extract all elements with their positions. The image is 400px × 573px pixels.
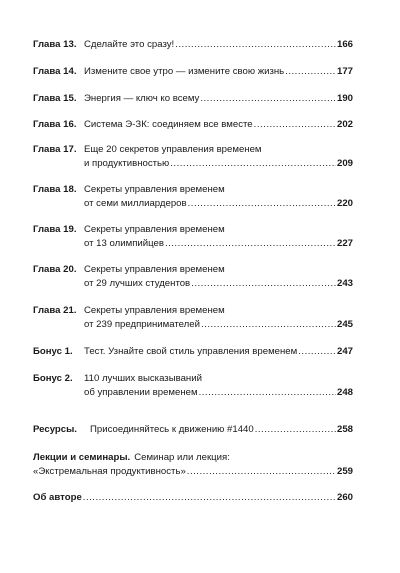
entry-title: Система Э-ЗК: соединяем все вместе (84, 119, 253, 130)
dot-leader (170, 157, 336, 171)
entry-title: Измените свое утро — измените свою жизнь (84, 66, 285, 77)
entry-title-cont: от 29 лучших студентов (84, 278, 191, 289)
page-number: 166 (336, 39, 353, 50)
dot-leader (201, 318, 336, 332)
page-number: 247 (336, 346, 353, 357)
dot-leader (199, 386, 336, 400)
toc-entry[interactable] (33, 38, 353, 52)
entry-title: Семинар или лекция: (134, 452, 230, 463)
entry-title: Сделайте это сразу! (84, 39, 175, 50)
dot-leader (285, 65, 336, 79)
dot-leader (255, 423, 336, 437)
dot-leader (187, 465, 336, 479)
entry-title: 110 лучших высказываний (84, 373, 202, 384)
toc-entry[interactable] (33, 65, 353, 79)
entry-title: Энергия — ключ ко всему (84, 93, 200, 104)
dot-leader (298, 345, 336, 359)
page-number: 190 (336, 93, 353, 104)
entry-title: Секреты управления временем (84, 305, 225, 316)
page-number: 258 (336, 424, 353, 435)
entry-title: Тест. Узнайте свой стиль управления временем (84, 346, 298, 357)
entry-label: Глава 13. (33, 39, 77, 50)
toc-entry[interactable] (33, 118, 353, 132)
page-number: 220 (336, 198, 353, 209)
dot-leader (175, 38, 336, 52)
dot-leader (188, 197, 336, 211)
entry-label: Об авторе (33, 492, 82, 503)
page-number: 202 (336, 119, 353, 130)
toc-entry[interactable] (33, 223, 353, 251)
entry-title-cont: «Экстремальная продуктивность» (33, 466, 186, 477)
toc-entry[interactable] (33, 304, 353, 332)
dot-leader (200, 92, 336, 106)
entry-title: Еще 20 секретов управления временем (84, 144, 262, 155)
dot-leader (254, 118, 336, 132)
entry-label: Глава 21. (33, 305, 77, 316)
toc-entry[interactable] (33, 345, 353, 359)
page-number: 177 (336, 66, 353, 77)
entry-label: Бонус 1. (33, 346, 73, 357)
toc-entry-about[interactable] (33, 491, 353, 505)
entry-label: Глава 17. (33, 144, 77, 155)
entry-title: Секреты управления временем (84, 224, 225, 235)
entry-title-cont: от 239 предпринимателей (84, 319, 200, 330)
dot-leader (83, 491, 336, 505)
dot-leader (191, 277, 336, 291)
page-number: 260 (336, 492, 353, 503)
entry-label: Ресурсы. (33, 424, 77, 435)
entry-label: Глава 14. (33, 66, 77, 77)
page-number: 259 (336, 466, 353, 477)
entry-title-cont: об управлении временем (84, 387, 198, 398)
toc-entry[interactable] (33, 143, 353, 171)
entry-label: Лекции и семинары. (33, 452, 131, 463)
page-number: 245 (336, 319, 353, 330)
entry-label: Глава 15. (33, 93, 77, 104)
entry-title: Секреты управления временем (84, 264, 225, 275)
entry-label: Глава 20. (33, 264, 77, 275)
toc-entry[interactable] (33, 183, 353, 211)
toc-entry[interactable] (33, 92, 353, 106)
page-number: 209 (336, 158, 353, 169)
toc-entry-resources[interactable] (33, 423, 353, 437)
toc-entry[interactable] (33, 263, 353, 291)
entry-title-cont: и продуктивностью (84, 158, 170, 169)
entry-title: Присоединяйтесь к движению #1440 (90, 424, 254, 435)
toc-entry[interactable] (33, 372, 353, 400)
toc-entry-lectures[interactable] (33, 451, 353, 479)
entry-title-cont: от 13 олимпийцев (84, 238, 164, 249)
entry-label: Глава 19. (33, 224, 77, 235)
page-number: 243 (336, 278, 353, 289)
page-number: 227 (336, 238, 353, 249)
entry-title-cont: от семи миллиардеров (84, 198, 187, 209)
dot-leader (165, 237, 336, 251)
entry-label: Глава 16. (33, 119, 77, 130)
entry-label: Бонус 2. (33, 373, 73, 384)
entry-title: Секреты управления временем (84, 184, 225, 195)
entry-label: Глава 18. (33, 184, 77, 195)
page-number: 248 (336, 387, 353, 398)
